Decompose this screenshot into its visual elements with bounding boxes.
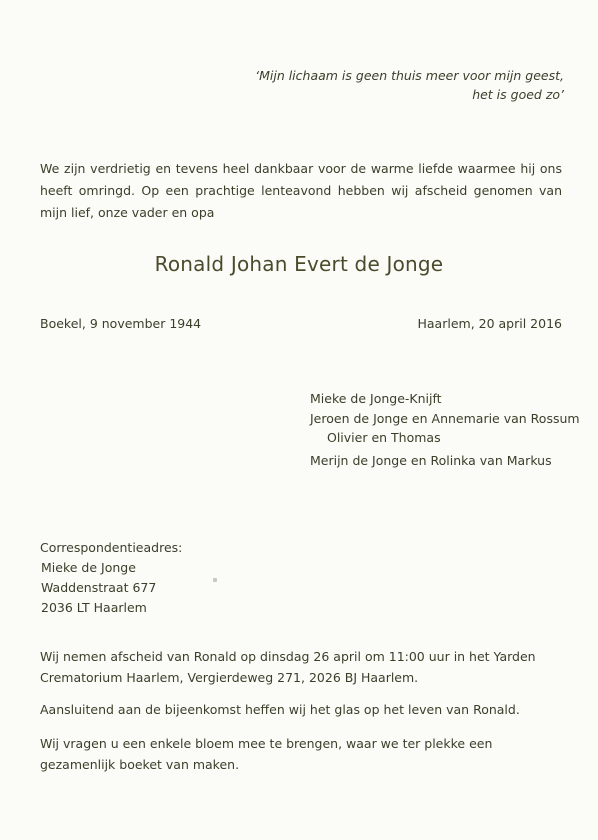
family-line: Olivier en Thomas xyxy=(327,430,441,445)
address-street: Waddenstraat 677 xyxy=(41,580,157,595)
quote-line-2: het is goed zo’ xyxy=(472,87,564,102)
gathering-paragraph: Aansluitend aan de bijeenkomst heffen wij het glas op het leven van Ronald. xyxy=(40,702,520,717)
epigraph-quote xyxy=(144,66,564,104)
intro-paragraph: We zijn verdrietig en tevens heel dankbaar voor de warme liefde waarmee hij ons heeft omringd. Op een prachtige lenteavond hebben wij afscheid genomen van mijn lief, onze vader en opa xyxy=(40,161,562,220)
ceremony-paragraph: Wij nemen afscheid van Ronald op dinsdag 26 april om 11:00 uur in het Yarden Crematorium Haarlem, Vergierdeweg 271, 2026 BJ Haarlem. xyxy=(40,649,536,685)
death-place-date: Haarlem, 20 april 2016 xyxy=(417,316,562,331)
address-heading: Correspondentieadres: xyxy=(40,540,183,555)
address-name: Mieke de Jonge xyxy=(41,560,136,575)
family-list xyxy=(310,388,580,472)
flower-request-paragraph: Wij vragen u een enkele bloem mee te brengen, waar we ter plekke een gezamenlijk boeket van maken. xyxy=(40,736,493,772)
birth-place-date: Boekel, 9 november 1944 xyxy=(40,316,202,331)
paper-speck xyxy=(213,578,217,582)
quote-line-1: ‘Mijn lichaam is geen thuis meer voor mijn geest, xyxy=(255,68,564,83)
correspondence-address xyxy=(40,538,182,618)
family-line: Merijn de Jonge en Rolinka van Markus xyxy=(310,453,552,468)
deceased-name: Ronald Johan Evert de Jonge xyxy=(154,252,444,276)
family-line: Jeroen de Jonge en Annemarie van Rossum xyxy=(310,411,580,426)
address-city: 2036 LT Haarlem xyxy=(41,600,147,615)
family-line: Mieke de Jonge-Knijft xyxy=(310,391,442,406)
